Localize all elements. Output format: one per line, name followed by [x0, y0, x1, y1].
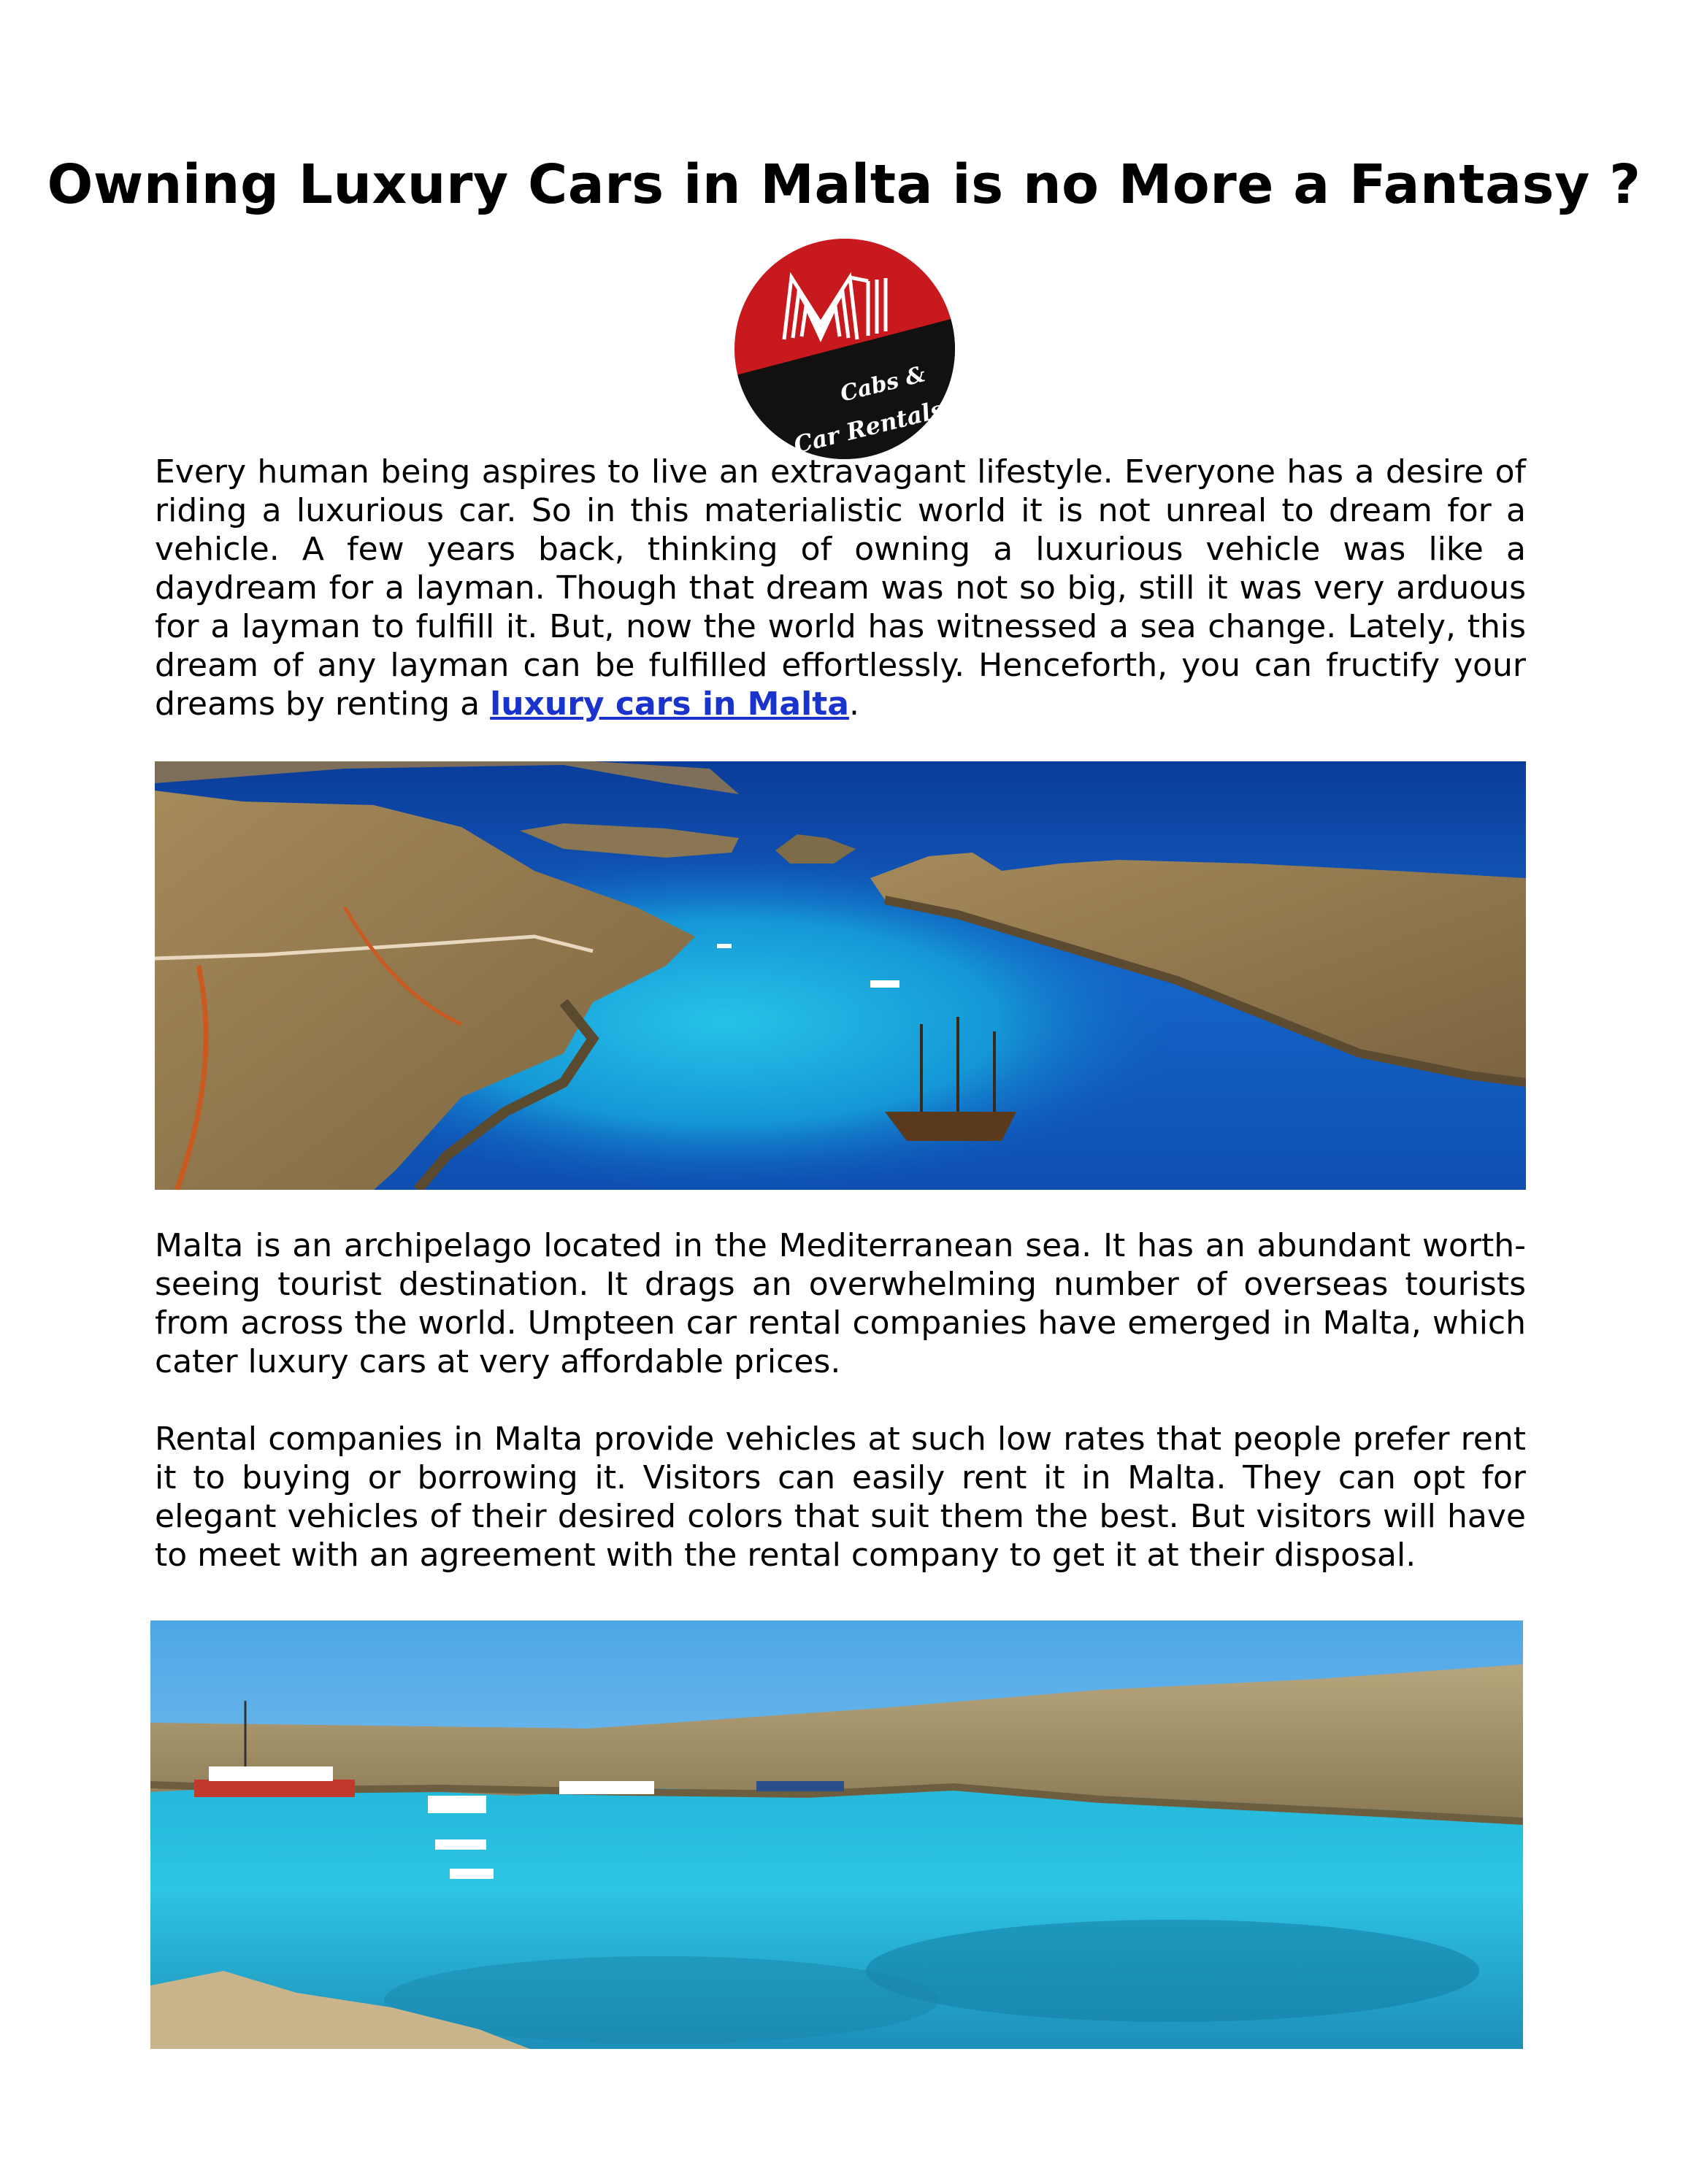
company-logo	[733, 237, 956, 461]
intro-period: .	[848, 685, 859, 723]
malta-archipelago-paragraph: Malta is an archipelago located in the Mediterranean sea. It has an abundant worth-seeing tourist destination. It drags an overwhelming number of overseas tourists from across the world. Umpteen car rental companies have emerged in Malta, which cater luxury cars at very affordable prices.	[155, 1227, 1526, 1380]
logo-graphic	[733, 237, 956, 461]
aerial-lagoon-image	[155, 761, 1526, 1190]
luxury-cars-link[interactable]: luxury cars in Malta	[490, 685, 849, 723]
logo-text-line1: Cabs &	[837, 361, 929, 407]
logo-text-line2: Car Rentals	[791, 395, 947, 459]
rental-companies-paragraph: Rental companies in Malta provide vehicles at such low rates that people prefer rent it to buying or borrowing it. Visitors can easily rent it in Malta. They can opt for elegant vehicles of their desired colors that suit them the best. But visitors will have to meet with an agreement with the rental company to get it at their disposal.	[155, 1420, 1526, 1574]
photo-blue-lagoon-beach	[150, 1620, 1523, 2049]
photo-blue-lagoon-aerial	[155, 761, 1526, 1190]
intro-paragraph	[155, 453, 1526, 723]
beach-lagoon-image	[150, 1620, 1523, 2049]
intro-text: Every human being aspires to live an extravagant lifestyle. Everyone has a desire of riding a luxurious car. So in this materialistic world it is not unreal to dream for a vehicle. A few years back, thinking of owning a luxurious vehicle was like a daydream for a layman. Though that dream was not so big, still it was very arduous for a layman to fulfill it. But, now the world has witnessed a sea change. Lately, this dream of any layman can be fulfilled effortlessly. Henceforth, you can fructify your dreams by renting a	[155, 453, 1526, 723]
page-title: Owning Luxury Cars in Malta is no More a Fantasy ?	[47, 153, 1641, 216]
